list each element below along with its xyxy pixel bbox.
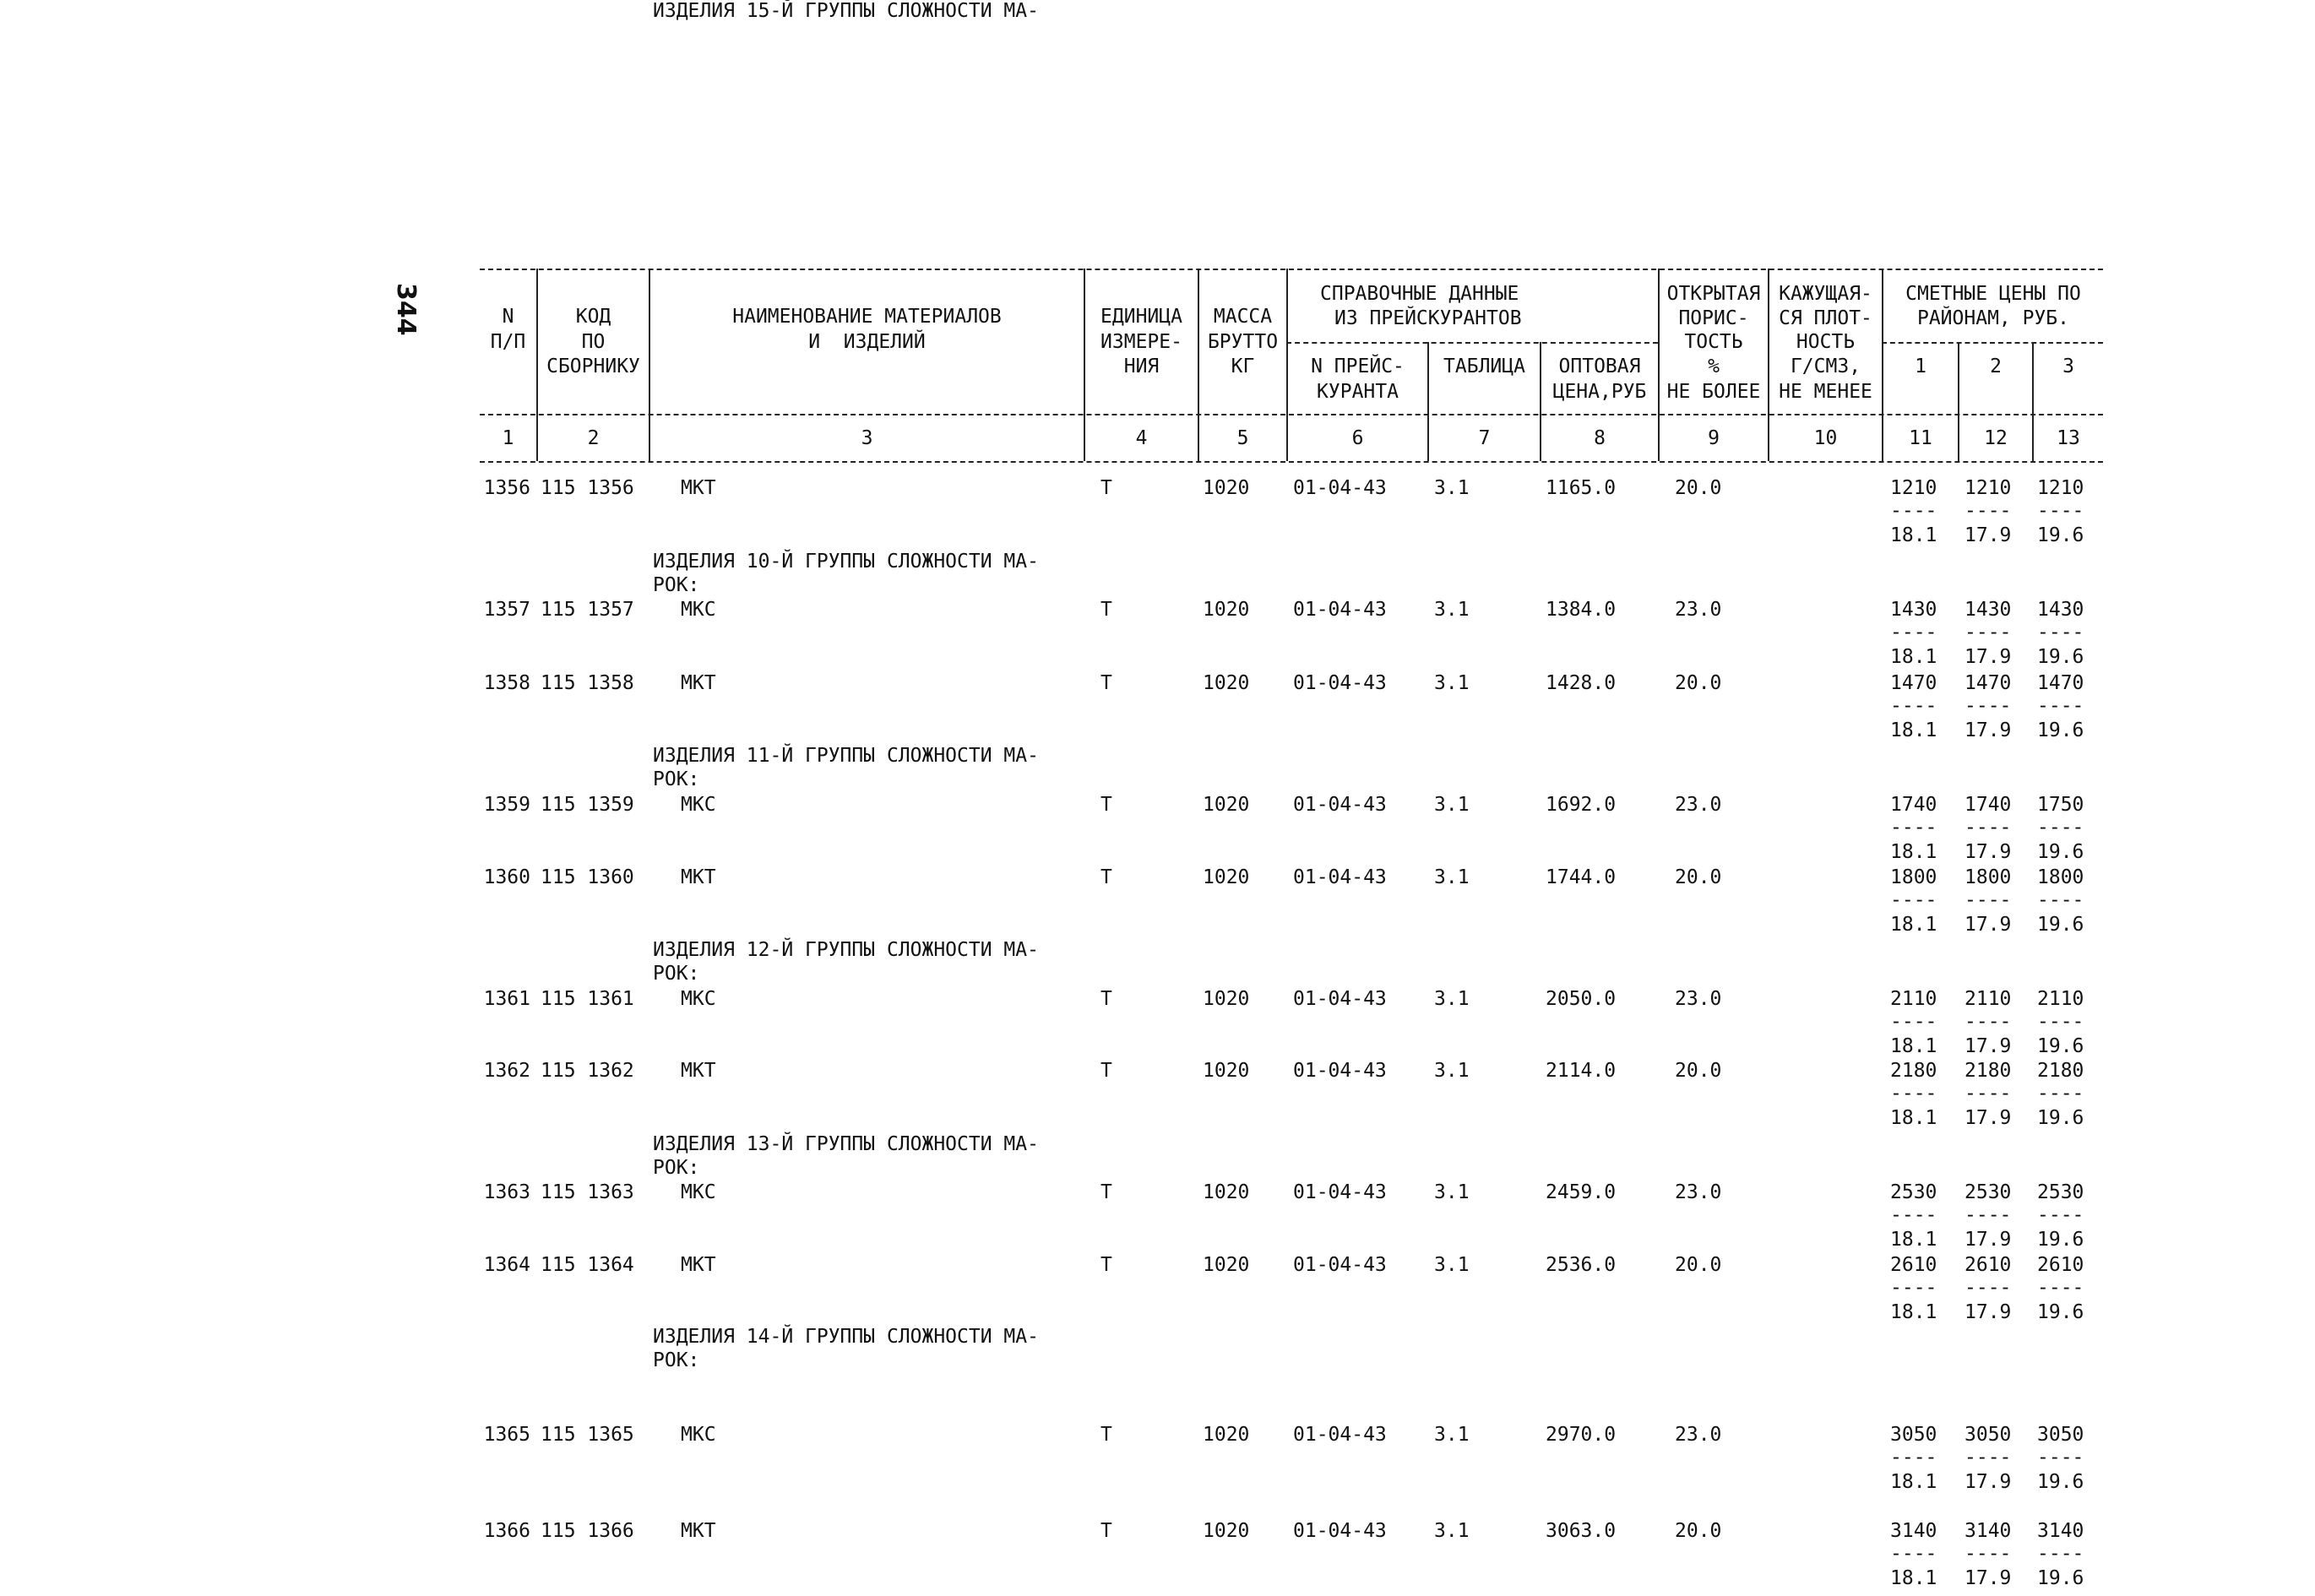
colnum-9: 9: [1708, 427, 1720, 449]
price-region-3: 3140: [2037, 1520, 2084, 1542]
cell-n: 1356: [483, 477, 530, 499]
colnum-6: 6: [1351, 427, 1364, 449]
cell-table: 3.1: [1434, 794, 1470, 816]
price-divider: ----: [1890, 1083, 1937, 1105]
cell-price-list: 01-04-43: [1293, 988, 1387, 1010]
cell-porosity: 20.0: [1675, 1520, 1722, 1542]
cell-porosity: 23.0: [1675, 599, 1722, 621]
price-region-3: 1800: [2037, 866, 2084, 888]
region-1: 1: [1915, 356, 1926, 377]
colnum-8: 8: [1594, 427, 1606, 449]
price-region-3: 2180: [2037, 1060, 2084, 1082]
cell-code: 115 1356: [541, 477, 634, 499]
price-divider: ----: [1964, 1277, 2012, 1299]
colnum-10: 10: [1813, 427, 1838, 449]
cell-n: 1360: [483, 866, 530, 888]
colnum-11: 11: [1909, 427, 1932, 449]
cell-price-list: 01-04-43: [1293, 672, 1387, 694]
region-coefficient: 19.6: [2037, 1471, 2084, 1493]
cell-price-list: 01-04-43: [1293, 866, 1387, 888]
price-divider: ----: [1964, 1011, 2012, 1033]
group-heading: РОК:: [653, 1349, 700, 1371]
cell-table: 3.1: [1434, 1254, 1470, 1276]
price-group-line2: РАЙОНАМ, РУБ.: [1916, 307, 2069, 329]
cell-code: 115 1365: [541, 1424, 634, 1446]
cell-code: 115 1357: [541, 599, 634, 621]
ref-group-line2: ИЗ ПРЕЙСКУРАНТОВ: [1334, 307, 1522, 329]
region-coefficient: 18.1: [1890, 646, 1937, 668]
region-coefficient: 19.6: [2037, 646, 2084, 668]
cell-unit: Т: [1100, 672, 1112, 694]
price-divider: ----: [2037, 1277, 2084, 1299]
group-heading: РОК:: [653, 963, 700, 985]
price-divider: ----: [1890, 1277, 1937, 1299]
region-coefficient: 19.6: [2037, 1229, 2084, 1251]
col4-line2: ИЗМЕРЕ-: [1100, 331, 1182, 353]
price-divider: ----: [1890, 1543, 1937, 1565]
price-divider: ----: [1890, 500, 1937, 522]
cell-wholesale: 1384.0: [1546, 599, 1617, 621]
price-region-1: 1210: [1890, 477, 1937, 499]
cell-table: 3.1: [1434, 477, 1470, 499]
price-region-2: 1470: [1964, 672, 2012, 694]
cell-unit: Т: [1100, 1424, 1112, 1446]
cell-code: 115 1361: [541, 988, 634, 1010]
region-coefficient: 18.1: [1890, 1301, 1937, 1323]
cell-table: 3.1: [1434, 1060, 1470, 1082]
col9-line2: ПОРИС-: [1678, 307, 1749, 329]
price-divider: ----: [1964, 500, 2012, 522]
region-coefficient: 19.6: [2037, 719, 2084, 741]
price-region-2: 1800: [1964, 866, 2012, 888]
region-coefficient: 19.6: [2037, 524, 2084, 546]
price-divider: ----: [2037, 1083, 2084, 1105]
cell-wholesale: 1744.0: [1546, 866, 1617, 888]
cell-price-list: 01-04-43: [1293, 1254, 1387, 1276]
price-region-2: 3050: [1964, 1424, 2012, 1446]
price-region-2: 2110: [1964, 988, 2012, 1010]
col6-line1: N ПРЕЙС-: [1311, 356, 1405, 377]
cell-name: МКТ: [681, 866, 716, 888]
colnum-2: 2: [587, 427, 600, 449]
cell-name: МКС: [681, 1424, 716, 1446]
price-divider: ----: [1890, 622, 1937, 643]
page-number: 344: [391, 283, 421, 336]
col4-line3: НИЯ: [1123, 356, 1160, 377]
cell-n: 1361: [483, 988, 530, 1010]
price-divider: ----: [1890, 695, 1937, 717]
cell-unit: Т: [1100, 1520, 1112, 1542]
col3-line2: И ИЗДЕЛИЙ: [808, 331, 926, 353]
cell-name: МКТ: [681, 672, 716, 694]
price-divider: ----: [2037, 695, 2084, 717]
price-region-1: 2530: [1890, 1181, 1937, 1203]
group-heading: ИЗДЕЛИЯ 11-Й ГРУППЫ СЛОЖНОСТИ МА-: [653, 745, 1039, 767]
price-region-2: 1210: [1964, 477, 2012, 499]
region-coefficient: 17.9: [1964, 524, 2012, 546]
cell-table: 3.1: [1434, 1424, 1470, 1446]
cell-n: 1357: [483, 599, 530, 621]
col5-line2: БРУТТО: [1207, 331, 1279, 353]
col1-line2: П/П: [490, 331, 526, 353]
cell-code: 115 1359: [541, 794, 634, 816]
region-coefficient: 17.9: [1964, 1035, 2012, 1057]
group-heading: РОК:: [653, 574, 700, 596]
price-region-1: 2180: [1890, 1060, 1937, 1082]
colnum-4: 4: [1135, 427, 1148, 449]
header-bottom-rule: [480, 461, 2103, 463]
price-divider: ----: [2037, 817, 2084, 839]
price-region-1: 1430: [1890, 599, 1937, 621]
cell-table: 3.1: [1434, 599, 1470, 621]
cell-code: 115 1364: [541, 1254, 634, 1276]
colnum-13: 13: [2057, 427, 2080, 449]
cell-code: 115 1366: [541, 1520, 634, 1542]
price-divider: ----: [1890, 889, 1937, 911]
ref-group-line1: СПРАВОЧНЫЕ ДАННЫЕ: [1320, 283, 1519, 305]
region-coefficient: 18.1: [1890, 719, 1937, 741]
price-region-1: 3050: [1890, 1424, 1937, 1446]
price-region-1: 1740: [1890, 794, 1937, 816]
cell-code: 115 1360: [541, 866, 634, 888]
cell-code: 115 1362: [541, 1060, 634, 1082]
cell-n: 1358: [483, 672, 530, 694]
price-region-3: 1210: [2037, 477, 2084, 499]
price-divider: ----: [1890, 1204, 1937, 1226]
cell-unit: Т: [1100, 477, 1112, 499]
cell-name: МКТ: [681, 477, 716, 499]
price-divider: ----: [2037, 1204, 2084, 1226]
cell-price-list: 01-04-43: [1293, 1181, 1387, 1203]
col8-line1: ОПТОВАЯ: [1558, 356, 1641, 377]
price-region-3: 3050: [2037, 1424, 2084, 1446]
col10-line1: КАЖУЩАЯ-: [1779, 283, 1872, 305]
region-coefficient: 17.9: [1964, 1301, 2012, 1323]
colnum-1: 1: [502, 427, 514, 449]
price-region-2: 2180: [1964, 1060, 2012, 1082]
cell-mass: 1020: [1203, 1181, 1250, 1203]
price-region-3: 2530: [2037, 1181, 2084, 1203]
cell-name: МКТ: [681, 1254, 716, 1276]
region-2: 2: [1990, 356, 2002, 377]
price-divider: ----: [2037, 1011, 2084, 1033]
cell-porosity: 23.0: [1675, 988, 1722, 1010]
cell-code: 115 1363: [541, 1181, 634, 1203]
cell-n: 1364: [483, 1254, 530, 1276]
region-coefficient: 19.6: [2037, 1567, 2084, 1589]
cell-wholesale: 2536.0: [1546, 1254, 1617, 1276]
cell-mass: 1020: [1203, 794, 1250, 816]
group-heading: ИЗДЕЛИЯ 13-Й ГРУППЫ СЛОЖНОСТИ МА-: [653, 1133, 1039, 1155]
region-coefficient: 18.1: [1890, 1229, 1937, 1251]
price-divider: ----: [1964, 1543, 2012, 1565]
cell-mass: 1020: [1203, 1520, 1250, 1542]
header-top-rule: [480, 269, 2103, 270]
header-mid-rule: [480, 414, 2103, 415]
region-coefficient: 18.1: [1890, 1567, 1937, 1589]
price-divider: ----: [1964, 1204, 2012, 1226]
cell-price-list: 01-04-43: [1293, 599, 1387, 621]
cell-table: 3.1: [1434, 672, 1470, 694]
group-heading: РОК:: [653, 1157, 700, 1179]
cell-name: МКС: [681, 794, 716, 816]
price-divider: ----: [1964, 889, 2012, 911]
col9-line3: ТОСТЬ: [1684, 331, 1743, 353]
colnum-5: 5: [1236, 427, 1249, 449]
cell-name: МКС: [681, 988, 716, 1010]
cell-name: МКТ: [681, 1520, 716, 1542]
price-region-1: 3140: [1890, 1520, 1937, 1542]
col9-line1: ОТКРЫТАЯ: [1666, 283, 1761, 305]
cell-mass: 1020: [1203, 988, 1250, 1010]
group-heading: ИЗДЕЛИЯ 12-Й ГРУППЫ СЛОЖНОСТИ МА-: [653, 939, 1039, 961]
region-coefficient: 17.9: [1964, 1229, 2012, 1251]
col6-line2: КУРАНТА: [1317, 381, 1399, 403]
col10-line3: НОСТЬ: [1796, 331, 1856, 353]
price-region-2: 1740: [1964, 794, 2012, 816]
cell-porosity: 23.0: [1675, 794, 1722, 816]
cell-unit: Т: [1100, 599, 1112, 621]
cell-porosity: 20.0: [1675, 672, 1722, 694]
col10-line4: Г/СМ3,: [1790, 356, 1861, 377]
price-region-2: 2530: [1964, 1181, 2012, 1203]
price-divider: ----: [1964, 817, 2012, 839]
cell-wholesale: 3063.0: [1546, 1520, 1617, 1542]
cell-unit: Т: [1100, 1181, 1112, 1203]
col9-line5: НЕ БОЛЕЕ: [1666, 381, 1761, 403]
region-coefficient: 19.6: [2037, 841, 2084, 863]
group-heading: ИЗДЕЛИЯ 15-Й ГРУППЫ СЛОЖНОСТИ МА-: [653, 0, 1039, 22]
region-coefficient: 18.1: [1890, 524, 1937, 546]
region-coefficient: 17.9: [1964, 1107, 2012, 1129]
cell-wholesale: 2114.0: [1546, 1060, 1617, 1082]
price-divider: ----: [1964, 695, 2012, 717]
cell-porosity: 20.0: [1675, 477, 1722, 499]
price-divider: ----: [2037, 1447, 2084, 1468]
col4-line1: ЕДИНИЦА: [1100, 306, 1182, 328]
cell-n: 1359: [483, 794, 530, 816]
cell-table: 3.1: [1434, 1181, 1470, 1203]
cell-porosity: 20.0: [1675, 866, 1722, 888]
cell-wholesale: 2050.0: [1546, 988, 1617, 1010]
colnum-7: 7: [1478, 427, 1491, 449]
cell-price-list: 01-04-43: [1293, 477, 1387, 499]
price-group-line1: СМЕТНЫЕ ЦЕНЫ ПО: [1905, 283, 2081, 305]
region-coefficient: 19.6: [2037, 1107, 2084, 1129]
col1-line1: N: [502, 306, 514, 328]
price-region-1: 1800: [1890, 866, 1937, 888]
cell-porosity: 23.0: [1675, 1181, 1722, 1203]
region-coefficient: 19.6: [2037, 1035, 2084, 1057]
price-region-3: 1750: [2037, 794, 2084, 816]
cell-wholesale: 2970.0: [1546, 1424, 1617, 1446]
colnum-3: 3: [861, 427, 873, 449]
cell-n: 1363: [483, 1181, 530, 1203]
group-heading: ИЗДЕЛИЯ 10-Й ГРУППЫ СЛОЖНОСТИ МА-: [653, 551, 1039, 573]
price-divider: ----: [1964, 622, 2012, 643]
col5-line3: КГ: [1231, 356, 1255, 377]
col8-line2: ЦЕНА,РУБ: [1552, 381, 1647, 403]
cell-name: МКТ: [681, 1060, 716, 1082]
region-coefficient: 18.1: [1890, 841, 1937, 863]
cell-price-list: 01-04-43: [1293, 794, 1387, 816]
price-region-3: 1430: [2037, 599, 2084, 621]
col7-label: ТАБЛИЦА: [1443, 356, 1525, 377]
price-divider: ----: [1890, 1011, 1937, 1033]
region-coefficient: 17.9: [1964, 914, 2012, 936]
cell-n: 1365: [483, 1424, 530, 1446]
cell-wholesale: 1692.0: [1546, 794, 1617, 816]
colnum-12: 12: [1984, 427, 2008, 449]
region-coefficient: 17.9: [1964, 646, 2012, 668]
price-divider: ----: [1890, 817, 1937, 839]
cell-price-list: 01-04-43: [1293, 1424, 1387, 1446]
price-region-2: 2610: [1964, 1254, 2012, 1276]
cell-name: МКС: [681, 1181, 716, 1203]
price-divider: ----: [1964, 1083, 2012, 1105]
price-divider: ----: [1890, 1447, 1937, 1468]
region-coefficient: 18.1: [1890, 914, 1937, 936]
cell-mass: 1020: [1203, 672, 1250, 694]
price-divider: ----: [2037, 1543, 2084, 1565]
cell-unit: Т: [1100, 988, 1112, 1010]
cell-mass: 1020: [1203, 1060, 1250, 1082]
cell-price-list: 01-04-43: [1293, 1060, 1387, 1082]
group-heading: ИЗДЕЛИЯ 14-Й ГРУППЫ СЛОЖНОСТИ МА-: [653, 1326, 1039, 1348]
region-coefficient: 18.1: [1890, 1107, 1937, 1129]
region-3: 3: [2062, 356, 2074, 377]
cell-porosity: 20.0: [1675, 1254, 1722, 1276]
region-coefficient: 17.9: [1964, 719, 2012, 741]
cell-price-list: 01-04-43: [1293, 1520, 1387, 1542]
cell-table: 3.1: [1434, 988, 1470, 1010]
cell-wholesale: 1428.0: [1546, 672, 1617, 694]
col2-line1: КОД: [575, 306, 611, 328]
cell-code: 115 1358: [541, 672, 634, 694]
region-coefficient: 17.9: [1964, 1567, 2012, 1589]
price-divider: ----: [2037, 500, 2084, 522]
cell-table: 3.1: [1434, 866, 1470, 888]
col5-line1: МАССА: [1213, 306, 1273, 328]
price-divider: ----: [2037, 889, 2084, 911]
price-divider: ----: [2037, 622, 2084, 643]
price-region-3: 1470: [2037, 672, 2084, 694]
cell-mass: 1020: [1203, 477, 1250, 499]
region-coefficient: 17.9: [1964, 841, 2012, 863]
cell-mass: 1020: [1203, 866, 1250, 888]
price-region-2: 1430: [1964, 599, 2012, 621]
cell-wholesale: 2459.0: [1546, 1181, 1617, 1203]
region-coefficient: 18.1: [1890, 1471, 1937, 1493]
col10-line2: СЯ ПЛОТ-: [1779, 307, 1872, 329]
price-group-rule: [1882, 342, 2103, 344]
cell-unit: Т: [1100, 1060, 1112, 1082]
cell-wholesale: 1165.0: [1546, 477, 1617, 499]
region-coefficient: 18.1: [1890, 1035, 1937, 1057]
col2-line3: СБОРНИКУ: [546, 356, 640, 377]
region-coefficient: 19.6: [2037, 914, 2084, 936]
price-region-1: 2610: [1890, 1254, 1937, 1276]
price-region-1: 2110: [1890, 988, 1937, 1010]
region-coefficient: 17.9: [1964, 1471, 2012, 1493]
price-region-2: 3140: [1964, 1520, 2012, 1542]
col3-line1: НАИМЕНОВАНИЕ МАТЕРИАЛОВ: [732, 306, 1002, 328]
cell-unit: Т: [1100, 866, 1112, 888]
cell-n: 1366: [483, 1520, 530, 1542]
region-coefficient: 19.6: [2037, 1301, 2084, 1323]
cell-name: МКС: [681, 599, 716, 621]
col10-line5: НЕ МЕНЕЕ: [1779, 381, 1872, 403]
group-heading: РОК:: [653, 768, 700, 790]
cell-mass: 1020: [1203, 599, 1250, 621]
price-region-3: 2610: [2037, 1254, 2084, 1276]
cell-unit: Т: [1100, 1254, 1112, 1276]
cell-porosity: 23.0: [1675, 1424, 1722, 1446]
col2-line2: ПО: [581, 331, 606, 353]
price-region-1: 1470: [1890, 672, 1937, 694]
cell-table: 3.1: [1434, 1520, 1470, 1542]
ref-group-rule: [1286, 342, 1658, 344]
cell-mass: 1020: [1203, 1424, 1250, 1446]
cell-unit: Т: [1100, 794, 1112, 816]
cell-porosity: 20.0: [1675, 1060, 1722, 1082]
price-region-3: 2110: [2037, 988, 2084, 1010]
price-divider: ----: [1964, 1447, 2012, 1468]
col9-line4: %: [1708, 356, 1720, 377]
cell-n: 1362: [483, 1060, 530, 1082]
cell-mass: 1020: [1203, 1254, 1250, 1276]
